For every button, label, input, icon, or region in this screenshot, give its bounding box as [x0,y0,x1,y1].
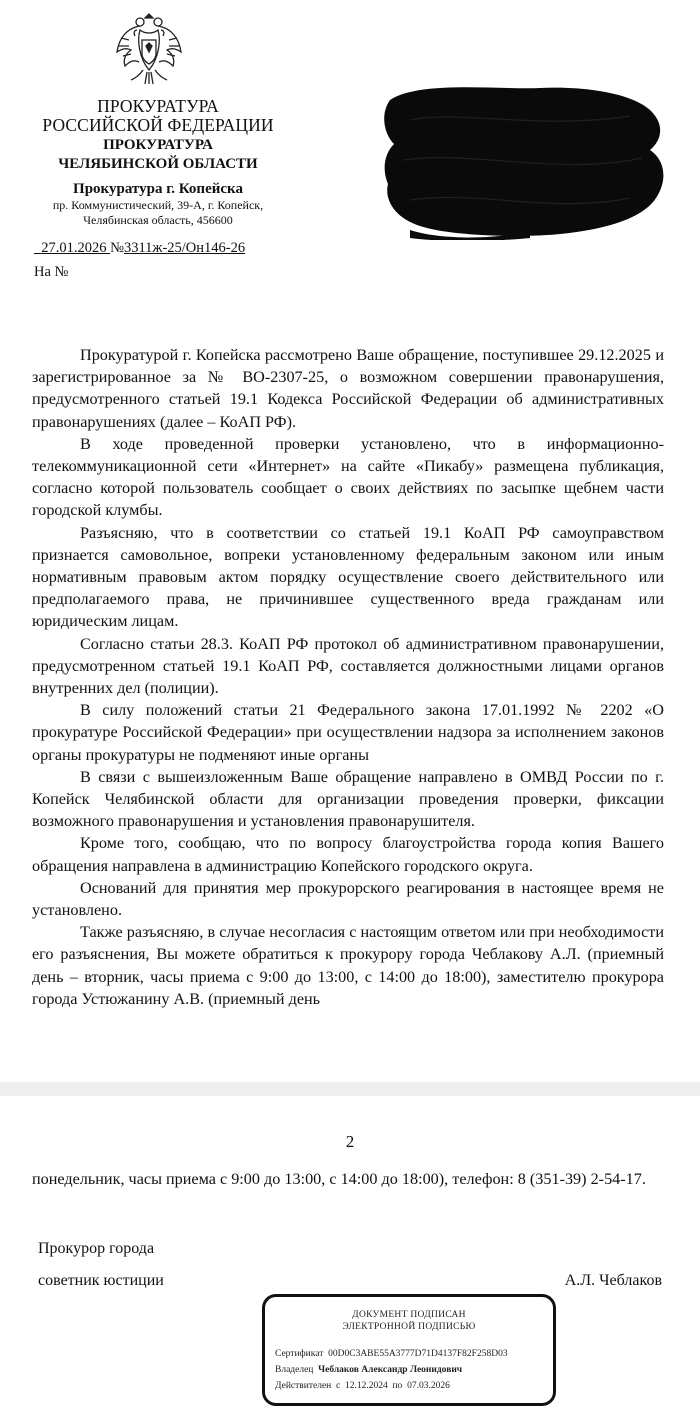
paragraph: Прокуратурой г. Копейска рассмотрено Ваше обращение, поступившее 29.12.2025 и зарегистрированное за № ВО-2307-25, о возможном совершении правонарушения, предусмотренного статьей 19.1 Кодекса Российской Федерации об административных правонарушениях (далее – КоАП РФ). [32,346,664,431]
paragraph: Кроме того, сообщаю, что по вопросу благоустройства города копия Вашего обращения направлена в администрацию Копейского городского округа. [32,834,664,875]
stamp-certificate [275,1349,508,1359]
valid-from: 12.12.2024 [344,1381,388,1391]
valid-to-label: по [392,1381,403,1391]
office-name: Прокуратура г. Копейска [73,181,243,197]
stamp-owner [275,1365,462,1375]
paragraph: В силу положений статьи 21 Федерального закона 17.01.1992 № 2202 «О прокуратуре Российской Федерации» при осуществлении надзора за исполнением законов органы прокуратуры не подменяют иные органы [32,701,664,764]
paragraph: В ходе проведенной проверки установлено, что в информационно-телекоммуникационной сети «Интернет» на сайте «Пикабу» размещена публикация, согласно которой пользователь сообщает о своих действиях по засыпке щебнем части городской клумбы. [32,434,664,520]
coat-of-arms-icon [113,8,185,88]
page-number: 2 [345,1132,355,1151]
cert-label: Сертификат [275,1349,324,1359]
redacted-recipient [380,80,670,240]
signer-rank: советник юстиции [38,1272,164,1289]
owner-value: Чеблаков Александр Леонидович [318,1365,463,1375]
org-sub-line-2: ЧЕЛЯБИНСКОЙ ОБЛАСТИ [58,156,258,172]
paragraph: Оснований для принятия мер прокурорского реагирования в настоящее время не установлено. [32,878,664,920]
address-line-2: Челябинская область, 456600 [83,213,233,227]
org-name [20,97,296,135]
document-date: 27.01.2026 [41,240,107,256]
document-number: 3311ж-25/Он146-26 [123,240,246,256]
valid-to: 07.03.2026 [407,1381,450,1391]
office-address [20,198,296,228]
valid-label: Действителен [275,1381,332,1391]
e-signature-stamp [262,1294,556,1406]
reply-to-number: На № [34,264,69,280]
paragraph: Также разъясняю, в случае несогласия с настоящим ответом или при необходимости его разъяснения, Вы можете обратиться к прокурору города Чеблакову А.Л. (приемный день – вторник, часы приема с 9:00 до 13:00, с 14:00 до 18:00), заместителю прокурора города Устюжанину А.В. (приемный день [32,923,664,1008]
valid-from-label: с [336,1381,341,1391]
owner-label: Владелец [275,1365,314,1375]
address-line-1: пр. Коммунистический, 39-А, г. Копейск, [52,198,264,212]
paragraph: Разъясняю, что в соответствии со статьей 19.1 КоАП РФ самоуправством признается самовольное, вопреки установленному федеральным законом или иным нормативным правовым актом порядку осуществление своего действительного или предполагаемого права, не причинившее существенного вреда гражданам или юридическим лицам. [32,523,664,631]
signer-name: А.Л. Чеблаков [564,1272,662,1289]
stamp-validity [275,1381,450,1391]
stamp-title [265,1309,553,1333]
paragraph: В связи с вышеизложенным Ваше обращение направлено в ОМВД России по г. Копейск Челябинской области для организации проведения проверки, фиксации возможного правонарушения и установления правонарушителя. [32,767,664,831]
document-page-2 [0,1096,700,1415]
org-line-2: РОССИЙСКОЙ ФЕДЕРАЦИИ [42,115,274,135]
stamp-title-line-1: ДОКУМЕНТ ПОДПИСАН [352,1310,466,1320]
cert-value: 00D0C3ABE55A3777D71D4137F82F258D03 [328,1349,508,1359]
org-line-1: ПРОКУРАТУРА [97,96,219,116]
paragraph: Согласно статьи 28.3. КоАП РФ протокол об административном правонарушении, предусмотренном статьей 19.1 КоАП РФ, составляется должностными лицами органов внутренних дел (полиции). [32,634,664,698]
letter-body [32,344,664,1010]
signer-title: Прокурор города [38,1240,155,1257]
number-sign: № [110,240,124,256]
continuation-text: понедельник, часы приема с 9:00 до 13:00, с 14:00 до 18:00), телефон: 8 (351-39) 2-54-17. [32,1170,646,1188]
stamp-title-line-2: ЭЛЕКТРОННОЙ ПОДПИСЬЮ [342,1322,476,1332]
org-sub-name [20,136,296,174]
page-separator [0,1082,700,1096]
registration-line [34,240,245,257]
org-sub-line-1: ПРОКУРАТУРА [103,137,213,153]
